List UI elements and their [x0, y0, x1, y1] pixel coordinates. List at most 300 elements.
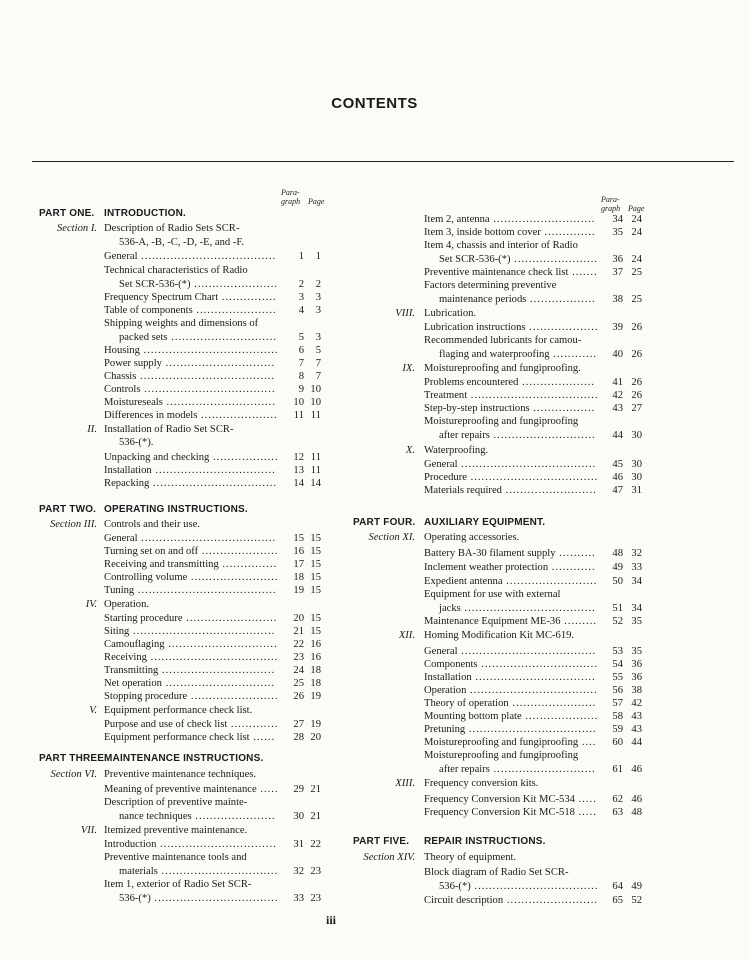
toc-entry-text: Repacking [104, 478, 150, 489]
toc-entry [104, 344, 279, 357]
part-title: INTRODUCTION. [104, 208, 187, 219]
dot-leader: ..................................... [137, 533, 277, 544]
section-label: Section III. [49, 519, 97, 530]
toc-entry [104, 638, 278, 651]
toc-entry [439, 429, 596, 442]
toc-entry [104, 651, 278, 664]
page-number-ref: 33 [631, 562, 642, 573]
paragraph-number: 12 [293, 452, 304, 463]
section-title: Waterproofing. [424, 445, 489, 456]
dot-leader: ...................................... [134, 585, 277, 596]
toc-entry-text: Installation [104, 465, 152, 476]
page-number-ref: 19 [310, 691, 321, 702]
toc-entry-line [119, 436, 153, 449]
dot-leader: ............................. [167, 332, 277, 343]
dot-leader: ................................... [465, 724, 597, 735]
page-title: CONTENTS [331, 95, 418, 112]
toc-entry [424, 321, 598, 334]
paragraph-number: 42 [612, 390, 623, 401]
toc-entry [424, 723, 597, 736]
dot-leader: .................. [209, 452, 279, 463]
paragraph-number: 6 [298, 345, 304, 356]
toc-entry-text: flaging and waterproofing [439, 349, 550, 360]
paragraph-number: 36 [612, 254, 623, 265]
toc-entry-text: General [424, 646, 458, 657]
page-number-ref: 35 [631, 646, 642, 657]
toc-entry [104, 357, 275, 370]
toc-entry-text: nance techniques [119, 811, 192, 822]
page-header-right: Page [628, 204, 645, 213]
toc-entry-text: Purpose and use of check list [104, 719, 228, 730]
toc-entry-line [104, 878, 251, 891]
toc-entry [104, 291, 277, 304]
part-title: OPERATING INSTRUCTIONS. [104, 504, 248, 515]
page-number-ref: 24 [631, 227, 642, 238]
page-number-ref: 42 [631, 698, 642, 709]
dot-leader: ......................... [501, 485, 597, 496]
paragraph-number: 8 [298, 371, 304, 382]
dot-leader: .................. [526, 294, 596, 305]
section-title: Frequency conversion kits. [424, 778, 539, 789]
page-number-ref: 35 [631, 616, 642, 627]
toc-entry-line [104, 851, 247, 864]
toc-entry-text: 536-A, -B, -C, -D, -E, and -F. [119, 237, 245, 248]
page-number-ref: 15 [310, 533, 321, 544]
page-number-ref: 5 [315, 345, 321, 356]
section-label: Section I. [56, 223, 97, 234]
toc-entry-text: 536-(*). [119, 437, 154, 448]
page-number-ref: 30 [631, 472, 642, 483]
page-number-ref: 3 [315, 332, 321, 343]
toc-entry-text: General [104, 533, 138, 544]
toc-entry-text: Description of preventive mainte- [104, 797, 248, 808]
dot-leader: ...................... [191, 811, 276, 822]
toc-entry-text: Net operation [104, 678, 162, 689]
toc-entry-text: Equipment performance check list [104, 732, 250, 743]
paragraph-number: 51 [612, 603, 623, 614]
paragraph-number: 43 [612, 403, 623, 414]
paragraph-number: 40 [612, 349, 623, 360]
toc-entry [119, 865, 278, 878]
dot-leader: ................................ [157, 866, 279, 877]
toc-entry [119, 331, 277, 344]
page-number-ref: 32 [631, 548, 642, 559]
page-number-ref: 23 [310, 866, 321, 877]
dot-leader: ............................ [489, 764, 596, 775]
page-number-ref: 18 [310, 665, 321, 676]
paragraph-number: 45 [612, 459, 623, 470]
section-label: II. [87, 424, 97, 435]
paragraph-number: 59 [612, 724, 623, 735]
paragraph-number: 16 [293, 546, 304, 557]
dot-leader: ................... [525, 322, 599, 333]
section-title: Operating accessories. [424, 532, 520, 543]
page-number-ref: 11 [310, 465, 321, 476]
paragraph-number: 2 [298, 279, 304, 290]
toc-entry-text: Power supply [104, 358, 162, 369]
dot-leader: ...... [249, 732, 276, 743]
page-number-ref: 30 [631, 430, 642, 441]
page-number-ref: 3 [315, 305, 321, 316]
toc-entry [104, 612, 277, 625]
paragraph-number: 17 [293, 559, 304, 570]
toc-entry-text: Pretuning [424, 724, 466, 735]
page-number-ref: 26 [631, 390, 642, 401]
toc-entry [104, 571, 279, 584]
dot-leader: ......................... [503, 895, 599, 906]
toc-entry [424, 736, 596, 749]
toc-entry [439, 763, 596, 776]
dot-leader: ............... [218, 559, 278, 570]
toc-entry-line [104, 796, 247, 809]
toc-entry-text: Item 1, exterior of Radio Set SCR- [104, 879, 252, 890]
paragraph-number: 37 [612, 267, 623, 278]
dot-leader: ................................. [151, 465, 276, 476]
toc-entry [424, 894, 598, 907]
paragraph-number: 30 [293, 811, 304, 822]
toc-entry [424, 615, 597, 628]
dot-leader: ....................... [190, 279, 279, 290]
dot-leader: ....................... [508, 698, 597, 709]
toc-entry-text: Preventive maintenance check list [424, 267, 569, 278]
section-label: X. [405, 445, 415, 456]
paragraph-number: 47 [612, 485, 623, 496]
section-title: Moistureproofing and fungiproofing. [424, 363, 581, 374]
page-number-ref: 24 [631, 214, 642, 225]
page-number-ref: 15 [310, 626, 321, 637]
toc-entry-text: Controls [104, 384, 141, 395]
dot-leader: ................................. [471, 672, 596, 683]
toc-entry [424, 697, 596, 710]
dot-leader: .................... [521, 711, 599, 722]
dot-leader: ..................................... [137, 251, 277, 262]
toc-entry-text: Inclement weather protection [424, 562, 549, 573]
toc-entry [119, 278, 278, 291]
paragraph-number: 34 [612, 214, 623, 225]
toc-entry-text: Controlling volume [104, 572, 188, 583]
dot-leader: ................................... [466, 685, 598, 696]
dot-leader: .................................... [140, 384, 276, 395]
section-title: Preventive maintenance techniques. [104, 769, 257, 780]
dot-leader: ................................... [467, 390, 599, 401]
toc-entry-text: materials [119, 866, 158, 877]
dot-leader: ....... [568, 267, 598, 278]
paragraph-number: 31 [293, 839, 304, 850]
dot-leader: ............ [548, 562, 596, 573]
section-label: Section XI. [368, 532, 415, 543]
page-number-ref: 16 [310, 652, 321, 663]
toc-entry-text: Receiving and transmitting [104, 559, 219, 570]
toc-entry [424, 575, 597, 588]
section-title: Installation of Radio Set SCR- [104, 424, 234, 435]
toc-entry [104, 396, 276, 409]
page-number-ref: 52 [631, 895, 642, 906]
toc-entry [424, 266, 598, 279]
page-number-ref: 10 [310, 384, 321, 395]
dot-leader: ........................ [187, 572, 279, 583]
toc-entry [104, 451, 279, 464]
toc-entry-text: Starting procedure [104, 613, 183, 624]
paragraph-number: 52 [612, 616, 623, 627]
dot-leader: ..................... [198, 546, 279, 557]
dot-leader: ......... [560, 616, 597, 627]
page-number-ref: 10 [310, 397, 321, 408]
page-number-ref: 25 [631, 267, 642, 278]
page-number-ref: 36 [631, 672, 642, 683]
toc-entry-text: Maintenance Equipment ME-36 [424, 616, 561, 627]
paragraph-number: 46 [612, 472, 623, 483]
toc-entry [104, 304, 277, 317]
page-number-ref: 21 [310, 784, 321, 795]
paragraph-header-label: Para- graph [281, 188, 301, 206]
dot-leader: .............................. [161, 358, 276, 369]
toc-entry-line [424, 279, 556, 292]
paragraph-number: 32 [293, 866, 304, 877]
paragraph-number: 24 [293, 665, 304, 676]
page-header-left: Page [308, 197, 325, 206]
toc-entry-text: Mounting bottom plate [424, 711, 522, 722]
toc-entry-text: Meaning of preventive maintenance [104, 784, 257, 795]
paragraph-header-label: Para- graph [601, 195, 621, 213]
page-number-ref: 18 [310, 678, 321, 689]
paragraph-number: 38 [612, 294, 623, 305]
toc-entry [104, 584, 277, 597]
section-label: IX. [402, 363, 415, 374]
title-rule [32, 161, 734, 162]
page-number-ref: 15 [310, 585, 321, 596]
paragraph-number: 23 [293, 652, 304, 663]
dot-leader: .............................. [162, 397, 276, 408]
toc-entry-text: maintenance periods [439, 294, 527, 305]
toc-entry [424, 471, 598, 484]
toc-entry-text: Technical characteristics of Radio [104, 265, 248, 276]
toc-entry [439, 293, 596, 306]
page-number-ref: 46 [631, 764, 642, 775]
toc-entry-text: Table of components [104, 305, 193, 316]
part-title: REPAIR INSTRUCTIONS. [424, 836, 546, 847]
toc-entry-text: 536-(*) [439, 881, 471, 892]
dot-leader: ................................ [477, 659, 598, 670]
toc-entry-text: General [104, 251, 138, 262]
toc-entry [439, 880, 598, 893]
toc-entry-text: Installation [424, 672, 472, 683]
toc-entry [424, 389, 599, 402]
toc-entry-line [104, 264, 248, 277]
part-label: PART THREE. [39, 753, 108, 764]
toc-entry-text: Frequency Conversion Kit MC-518 [424, 807, 575, 818]
toc-entry-text: Moistureproofing and fungiproofing [424, 750, 579, 761]
dot-leader: .............. [540, 227, 596, 238]
toc-entry [104, 718, 278, 731]
section-label: V. [89, 705, 97, 716]
paragraph-number: 61 [612, 764, 623, 775]
dot-leader: ..... [574, 794, 597, 805]
section-title: Homing Modification Kit MC-619. [424, 630, 575, 641]
page-number-ref: 15 [310, 559, 321, 570]
toc-entry-text: Operation [424, 685, 467, 696]
dot-leader: ................................... [146, 652, 279, 663]
toc-entry-text: Frequency Spectrum Chart [104, 292, 219, 303]
part-label: PART FIVE. [353, 836, 410, 847]
dot-leader: .............................. [161, 678, 276, 689]
toc-entry [439, 602, 596, 615]
page-number-ref: 48 [631, 807, 642, 818]
toc-entry [104, 625, 275, 638]
dot-leader: .... [578, 737, 597, 748]
paragraph-number: 13 [293, 465, 304, 476]
page-number-ref: 3 [315, 292, 321, 303]
page-number: iii [326, 913, 337, 927]
page-number-ref: 20 [310, 732, 321, 743]
paragraph-number: 29 [293, 784, 304, 795]
paragraph-number: 19 [293, 585, 304, 596]
toc-entry-text: Transmitting [104, 665, 159, 676]
page-number-ref: 43 [631, 711, 642, 722]
toc-entry-text: Chassis [104, 371, 137, 382]
toc-entry-text: Moistureproofing and fungiproofing [424, 416, 579, 427]
page-number-ref: 11 [310, 452, 321, 463]
dot-leader: ............................ [489, 430, 596, 441]
paragraph-number: 22 [293, 639, 304, 650]
toc-entry [104, 370, 275, 383]
paragraph-number: 57 [612, 698, 623, 709]
dot-leader: .................... [518, 377, 596, 388]
toc-entry [104, 477, 277, 490]
toc-entry [424, 645, 596, 658]
paragraph-number: 10 [293, 397, 304, 408]
dot-leader: ..................................... [136, 371, 276, 382]
toc-entry-text: Theory of operation [424, 698, 509, 709]
toc-entry-text: Camouflaging [104, 639, 165, 650]
toc-entry-text: Treatment [424, 390, 468, 401]
page-number-ref: 34 [631, 603, 642, 614]
toc-entry-text: 536-(*) [119, 893, 151, 904]
paragraph-number: 56 [612, 685, 623, 696]
section-label: VIII. [395, 308, 415, 319]
toc-entry-text: jacks [439, 603, 461, 614]
page-number-ref: 7 [315, 358, 321, 369]
toc-entry-text: Moistureseals [104, 397, 163, 408]
page-number-ref: 2 [315, 279, 321, 290]
dot-leader: ................................ [156, 839, 277, 850]
page-number-ref: 24 [631, 254, 642, 265]
page-number-ref: 25 [631, 294, 642, 305]
dot-leader: ......................... [182, 613, 278, 624]
paragraph-number: 62 [612, 794, 623, 805]
toc-entry-text: Turning set on and off [104, 546, 199, 557]
toc-entry [104, 532, 276, 545]
toc-entry-text: Expedient antenna [424, 576, 503, 587]
paragraph-number: 44 [612, 430, 623, 441]
page-number-ref: 11 [310, 410, 321, 421]
page-number-ref: 43 [631, 724, 642, 735]
toc-entry [424, 547, 596, 560]
paragraph-number: 28 [293, 732, 304, 743]
toc-entry-text: Preventive maintenance tools and [104, 852, 247, 863]
dot-leader: ..................... [197, 410, 278, 421]
toc-entry-text: Tuning [104, 585, 135, 596]
section-label: IV. [85, 599, 97, 610]
toc-entry-text: Siting [104, 626, 130, 637]
paragraph-number: 15 [293, 533, 304, 544]
page-number-ref: 44 [631, 737, 642, 748]
toc-entry [119, 892, 278, 905]
paragraph-number: 20 [293, 613, 304, 624]
part-label: PART FOUR. [353, 517, 416, 528]
part-title: AUXILIARY EQUIPMENT. [424, 517, 546, 528]
section-title: Theory of equipment. [424, 852, 517, 863]
section-label: VII. [80, 825, 97, 836]
toc-entry [104, 558, 277, 571]
section-title: Itemized preventive maintenance. [104, 825, 248, 836]
toc-entry [424, 484, 597, 497]
paragraph-number: 9 [298, 384, 304, 395]
part-title: MAINTENANCE INSTRUCTIONS. [104, 753, 264, 764]
page-number-ref: 36 [631, 659, 642, 670]
section-title: Equipment performance check list. [104, 705, 253, 716]
section-title: Description of Radio Sets SCR- [104, 223, 240, 234]
dot-leader: ..................................... [457, 459, 597, 470]
dot-leader: ............... [218, 292, 277, 303]
paragraph-number: 14 [293, 478, 304, 489]
paragraph-header-left [281, 188, 300, 206]
dot-leader: ..... [256, 784, 279, 795]
toc-entry [424, 658, 598, 671]
toc-entry [424, 402, 595, 415]
toc-entry [439, 253, 598, 266]
toc-entry [424, 793, 597, 806]
paragraph-number: 63 [612, 807, 623, 818]
toc-entry-line [424, 866, 568, 879]
paragraph-number: 55 [612, 672, 623, 683]
toc-entry-text: Procedure [424, 472, 467, 483]
dot-leader: ...................... [192, 305, 277, 316]
toc-entry [424, 671, 596, 684]
dot-leader: ..................................... [139, 345, 279, 356]
paragraph-number: 39 [612, 322, 623, 333]
toc-entry-text: Unpacking and checking [104, 452, 210, 463]
toc-entry-text: Moistureproofing and fungiproofing [424, 737, 579, 748]
page-number-ref: 49 [631, 881, 642, 892]
toc-entry [424, 561, 596, 574]
dot-leader: .................................. [470, 881, 599, 892]
toc-entry-line [104, 317, 258, 330]
paragraph-number: 11 [293, 410, 304, 421]
toc-entry-text: Problems encountered [424, 377, 519, 388]
page-number-ref: 38 [631, 685, 642, 696]
page-number-ref: 15 [310, 572, 321, 583]
paragraph-number: 18 [293, 572, 304, 583]
page-number-ref: 16 [310, 639, 321, 650]
page-number-ref: 22 [310, 839, 321, 850]
paragraph-number: 33 [293, 893, 304, 904]
toc-entry-text: Housing [104, 345, 140, 356]
page-number-ref: 23 [310, 893, 321, 904]
toc-entry-text: Set SCR-536-(*) [439, 254, 511, 265]
page-number-ref: 15 [310, 546, 321, 557]
paragraph-number: 58 [612, 711, 623, 722]
toc-entry-text: Item 2, antenna [424, 214, 490, 225]
toc-entry-line [424, 749, 578, 762]
dot-leader: .................................... [460, 603, 596, 614]
toc-entry-text: after repairs [439, 430, 490, 441]
paragraph-number: 64 [612, 881, 623, 892]
page-number-ref: 14 [310, 478, 321, 489]
dot-leader: ................................... [466, 472, 599, 483]
toc-entry [104, 731, 275, 744]
toc-entry [104, 664, 275, 677]
section-title: Lubrication. [424, 308, 477, 319]
